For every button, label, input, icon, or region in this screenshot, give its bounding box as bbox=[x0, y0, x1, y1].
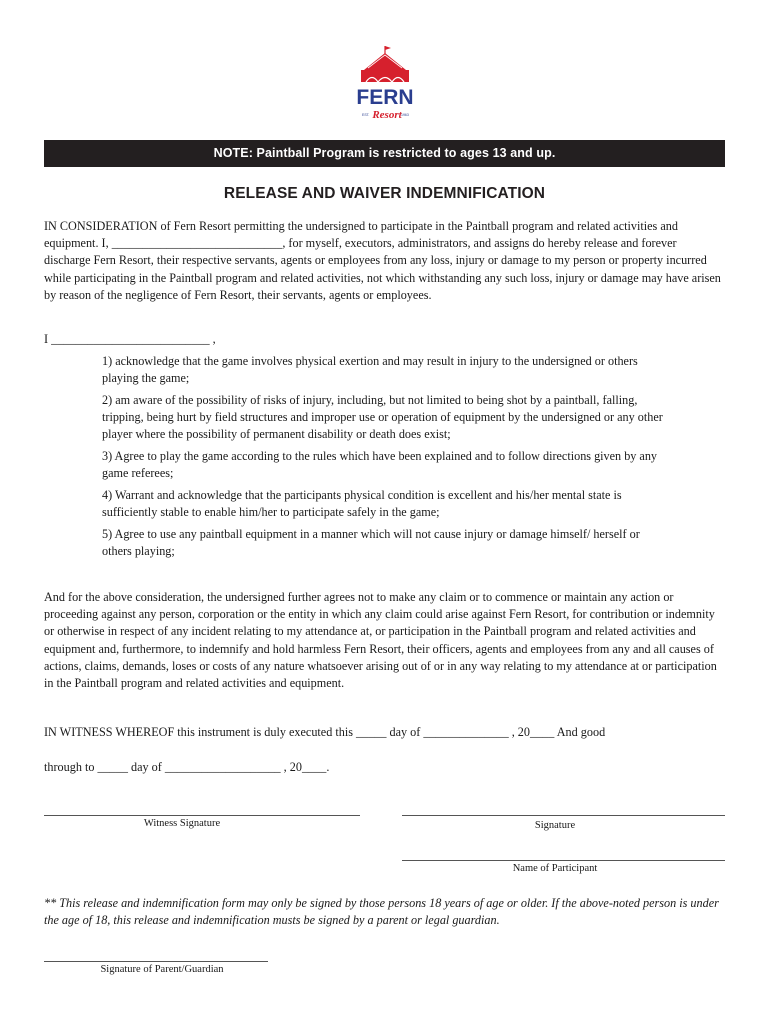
list-item: 1) acknowledge that the game involves physical exertion and may result in injury to the undersigned or others playing the game; bbox=[102, 354, 638, 386]
logo-script: Resort bbox=[372, 109, 402, 121]
signature-line bbox=[402, 815, 725, 816]
list-item: 2) am aware of the possibility of risks of injury, including, but not limited to being shot by a paintball, falling, tripping, being hurt by field structures and improper use or operation of equipment by the undersigned or any other player where the possibility of permanent disability or death does exist; bbox=[102, 392, 663, 442]
logo-est-left: EST. bbox=[362, 113, 370, 117]
age-footnote: ** This release and indemnification form may only be signed by those persons 18 years of age or older. If the above-noted person is under the age of 18, this release and indemnification musts be signed by a parent or legal guardian. bbox=[44, 896, 719, 928]
valid-through-line: through to _____ day of ___________________ , 20____. bbox=[44, 760, 330, 774]
list-item: 3) Agree to play the game according to the rules which have been explained and to follow directions given by any game referees; bbox=[102, 449, 658, 481]
logo-est-right: 1963 bbox=[401, 113, 409, 117]
signature-label: Signature bbox=[534, 820, 576, 831]
parent-signature-label: Signature of Parent/Guardian bbox=[100, 964, 224, 975]
name-of-participant-label: Name of Participant bbox=[512, 863, 598, 874]
logo-text: FERN bbox=[356, 86, 414, 109]
witness-signature-label: Witness Signature bbox=[143, 818, 221, 829]
acknowledgement-list bbox=[102, 353, 672, 565]
witness-date-line: IN WITNESS WHEREOF this instrument is duly executed this _____ day of ______________ , 20____ And good bbox=[44, 725, 606, 739]
consideration-paragraph: IN CONSIDERATION of Fern Resort permitting the undersigned to participate in the Paintball program and related activities and equipment. I, ____________________________, for myself, executors, administrators, and assigns do hereby release and forever discharge Fern Resort, their respective servants, agents or employees from any loss, injury or damage to my person or property incurred while participating in the Paintball program and related activities, not which withstanding any such loss, injury or damage may have arisen by reason of the negligence of Fern Resort, their servants, agents or employees. bbox=[44, 219, 721, 302]
participant-name-signature-line bbox=[402, 860, 725, 861]
participant-name-line: I __________________________ , bbox=[44, 332, 216, 346]
list-item: 5) Agree to use any paintball equipment in a manner which will not cause injury or damage himself/ herself or others playing; bbox=[102, 526, 640, 559]
age-restriction-notice: NOTE: Paintball Program is restricted to ages 13 and up. bbox=[44, 140, 725, 167]
witness-signature-line bbox=[44, 815, 360, 816]
list-item: 4) Warrant and acknowledge that the participants physical condition is excellent and his/her mental state is sufficiently stable to enable him/her to participate safely in the game; bbox=[102, 487, 622, 520]
document-title: RELEASE AND WAIVER INDEMNIFICATION bbox=[223, 185, 546, 202]
parent-signature-line bbox=[44, 961, 268, 962]
logo-icon bbox=[352, 44, 418, 126]
fern-resort-logo bbox=[352, 44, 418, 126]
further-agreement-paragraph: And for the above consideration, the undersigned further agrees not to make any claim or to commence or maintain any action or proceeding against any person, corporation or the entity in which any claim could arise against Fern Resort, for contribution or indemnity or otherwise in respect of any incident relating to my attendance at, or participation in the Paintball program and related activities and equipment and, furthermore, to indemnify and hold harmless Fern Resort, their officers, agents and employees from any and all causes of actions, claims, demands, loses or costs of any nature whatsoever arising out of or in any way relating to my attendance at or participation in the Paintball program and related activities and equipment. bbox=[44, 590, 717, 691]
